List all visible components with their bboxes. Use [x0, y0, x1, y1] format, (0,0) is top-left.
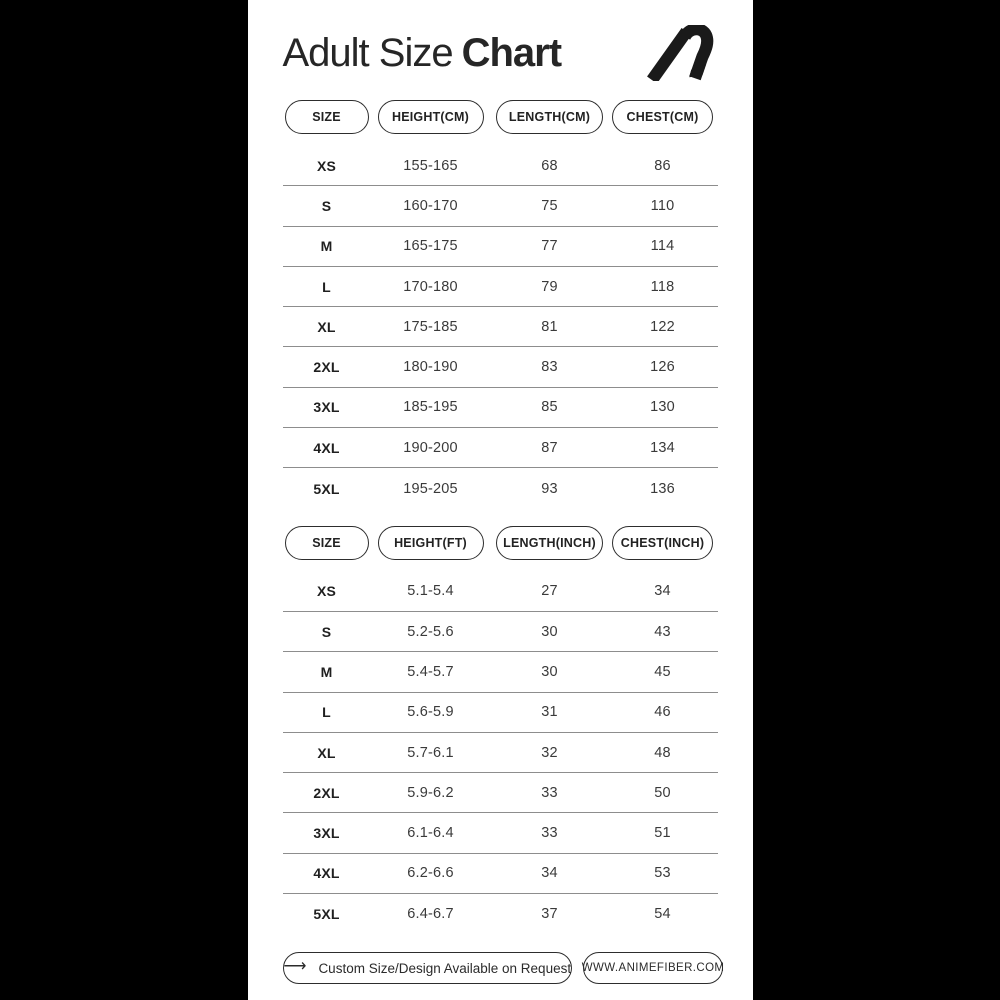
table-row [283, 612, 718, 652]
col-header-height-cm: HEIGHT(CM) [378, 100, 484, 134]
table-row [283, 652, 718, 692]
website-button[interactable] [583, 952, 723, 984]
footer [283, 952, 725, 984]
page-title [283, 33, 562, 73]
height-cell: 5.9-6.2 [407, 784, 454, 801]
size-cell: 2XL [313, 784, 340, 801]
table-row [283, 733, 718, 773]
length-cell: 81 [541, 318, 558, 335]
custom-size-request-button[interactable] [283, 952, 573, 984]
height-cell: 165-175 [403, 238, 458, 255]
col-header-chest-cm: CHEST(CM) [612, 100, 713, 134]
length-cell: 34 [541, 865, 558, 882]
height-cell: 6.2-6.6 [407, 865, 454, 882]
length-cell: 32 [541, 744, 558, 761]
size-cell: M [320, 238, 333, 255]
height-cell: 185-195 [403, 399, 458, 416]
table-row [283, 388, 718, 428]
chest-cell: 53 [654, 865, 671, 882]
height-cell: 175-185 [403, 318, 458, 335]
size-cell: XS [316, 157, 337, 174]
height-cell: 180-190 [403, 359, 458, 376]
height-cell: 6.1-6.4 [407, 825, 454, 842]
height-cell: 5.7-6.1 [407, 744, 454, 761]
header [283, 0, 718, 86]
title-regular: Adult Size [282, 31, 453, 75]
height-cell: 155-165 [403, 157, 458, 174]
size-cell: L [322, 704, 331, 721]
custom-size-note: Custom Size/Design Available on Request [318, 960, 572, 976]
chest-cell: 136 [650, 480, 675, 497]
website-url: WWW.ANIMEFIBER.COM [581, 962, 725, 974]
height-cell: 190-200 [403, 439, 458, 456]
length-cell: 27 [541, 583, 558, 600]
height-cell: 195-205 [403, 480, 458, 497]
col-header-length-cm: LENGTH(CM) [496, 100, 603, 134]
col-header-length-inch: LENGTH(INCH) [496, 526, 603, 560]
table-row [283, 468, 718, 508]
inch-size-table [283, 572, 718, 935]
chest-cell: 50 [654, 784, 671, 801]
col-header-height-ft: HEIGHT(FT) [378, 526, 484, 560]
table-row [283, 428, 718, 468]
height-cell: 5.4-5.7 [407, 663, 454, 680]
length-cell: 77 [541, 238, 558, 255]
chest-cell: 48 [654, 744, 671, 761]
table-row [283, 813, 718, 853]
table-row [283, 894, 718, 934]
length-cell: 85 [541, 399, 558, 416]
animefiber-logo-icon [644, 25, 716, 81]
length-cell: 33 [541, 784, 558, 801]
length-cell: 37 [541, 906, 558, 923]
chest-cell: 122 [650, 318, 675, 335]
table-row [283, 572, 718, 612]
chest-cell: 130 [650, 399, 675, 416]
length-cell: 79 [541, 278, 558, 295]
chest-cell: 114 [650, 238, 675, 255]
chest-cell: 45 [654, 663, 671, 680]
table-row [283, 186, 718, 226]
height-cell: 170-180 [403, 278, 458, 295]
arrow-right-icon: ⟶ [283, 958, 307, 975]
chest-cell: 134 [650, 439, 675, 456]
chest-cell: 126 [650, 359, 675, 376]
height-cell: 5.2-5.6 [407, 623, 454, 640]
title-bold: Chart [461, 31, 562, 75]
table-row [283, 307, 718, 347]
size-cell: 4XL [313, 439, 340, 456]
length-cell: 31 [541, 704, 558, 721]
size-cell: L [322, 278, 331, 295]
chest-cell: 51 [654, 825, 671, 842]
length-cell: 33 [541, 825, 558, 842]
table-row [283, 773, 718, 813]
col-header-chest-inch: CHEST(INCH) [612, 526, 713, 560]
length-cell: 83 [541, 359, 558, 376]
chest-cell: 118 [650, 278, 675, 295]
table-row [283, 693, 718, 733]
size-chart-sheet [248, 0, 753, 1000]
height-cell: 5.6-5.9 [407, 704, 454, 721]
size-cell: XL [317, 744, 336, 761]
chest-cell: 86 [654, 157, 671, 174]
table-row [283, 267, 718, 307]
length-cell: 30 [541, 663, 558, 680]
length-cell: 75 [541, 197, 558, 214]
length-cell: 68 [541, 157, 558, 174]
size-cell: 3XL [313, 399, 340, 416]
inch-table-header [283, 526, 718, 560]
size-cell: 2XL [313, 359, 340, 376]
size-cell: 5XL [313, 906, 340, 923]
size-cell: 4XL [313, 865, 340, 882]
size-cell: S [321, 623, 332, 640]
cm-table-header [283, 100, 718, 134]
table-row [283, 146, 718, 186]
height-cell: 6.4-6.7 [407, 906, 454, 923]
size-cell: S [321, 197, 332, 214]
height-cell: 5.1-5.4 [407, 583, 454, 600]
col-header-size: SIZE [285, 100, 369, 134]
size-cell: XL [317, 318, 336, 335]
table-row [283, 347, 718, 387]
chest-cell: 54 [654, 906, 671, 923]
col-header-size: SIZE [285, 526, 369, 560]
chest-cell: 46 [654, 704, 671, 721]
table-row [283, 854, 718, 894]
table-row [283, 227, 718, 267]
chest-cell: 110 [650, 197, 675, 214]
height-cell: 160-170 [403, 197, 458, 214]
chest-cell: 43 [654, 623, 671, 640]
size-cell: M [320, 663, 333, 680]
size-cell: XS [316, 583, 337, 600]
size-cell: 5XL [313, 480, 340, 497]
chest-cell: 34 [654, 583, 671, 600]
cm-size-table [283, 146, 718, 509]
length-cell: 87 [541, 439, 558, 456]
size-cell: 3XL [313, 825, 340, 842]
length-cell: 30 [541, 623, 558, 640]
length-cell: 93 [541, 480, 558, 497]
